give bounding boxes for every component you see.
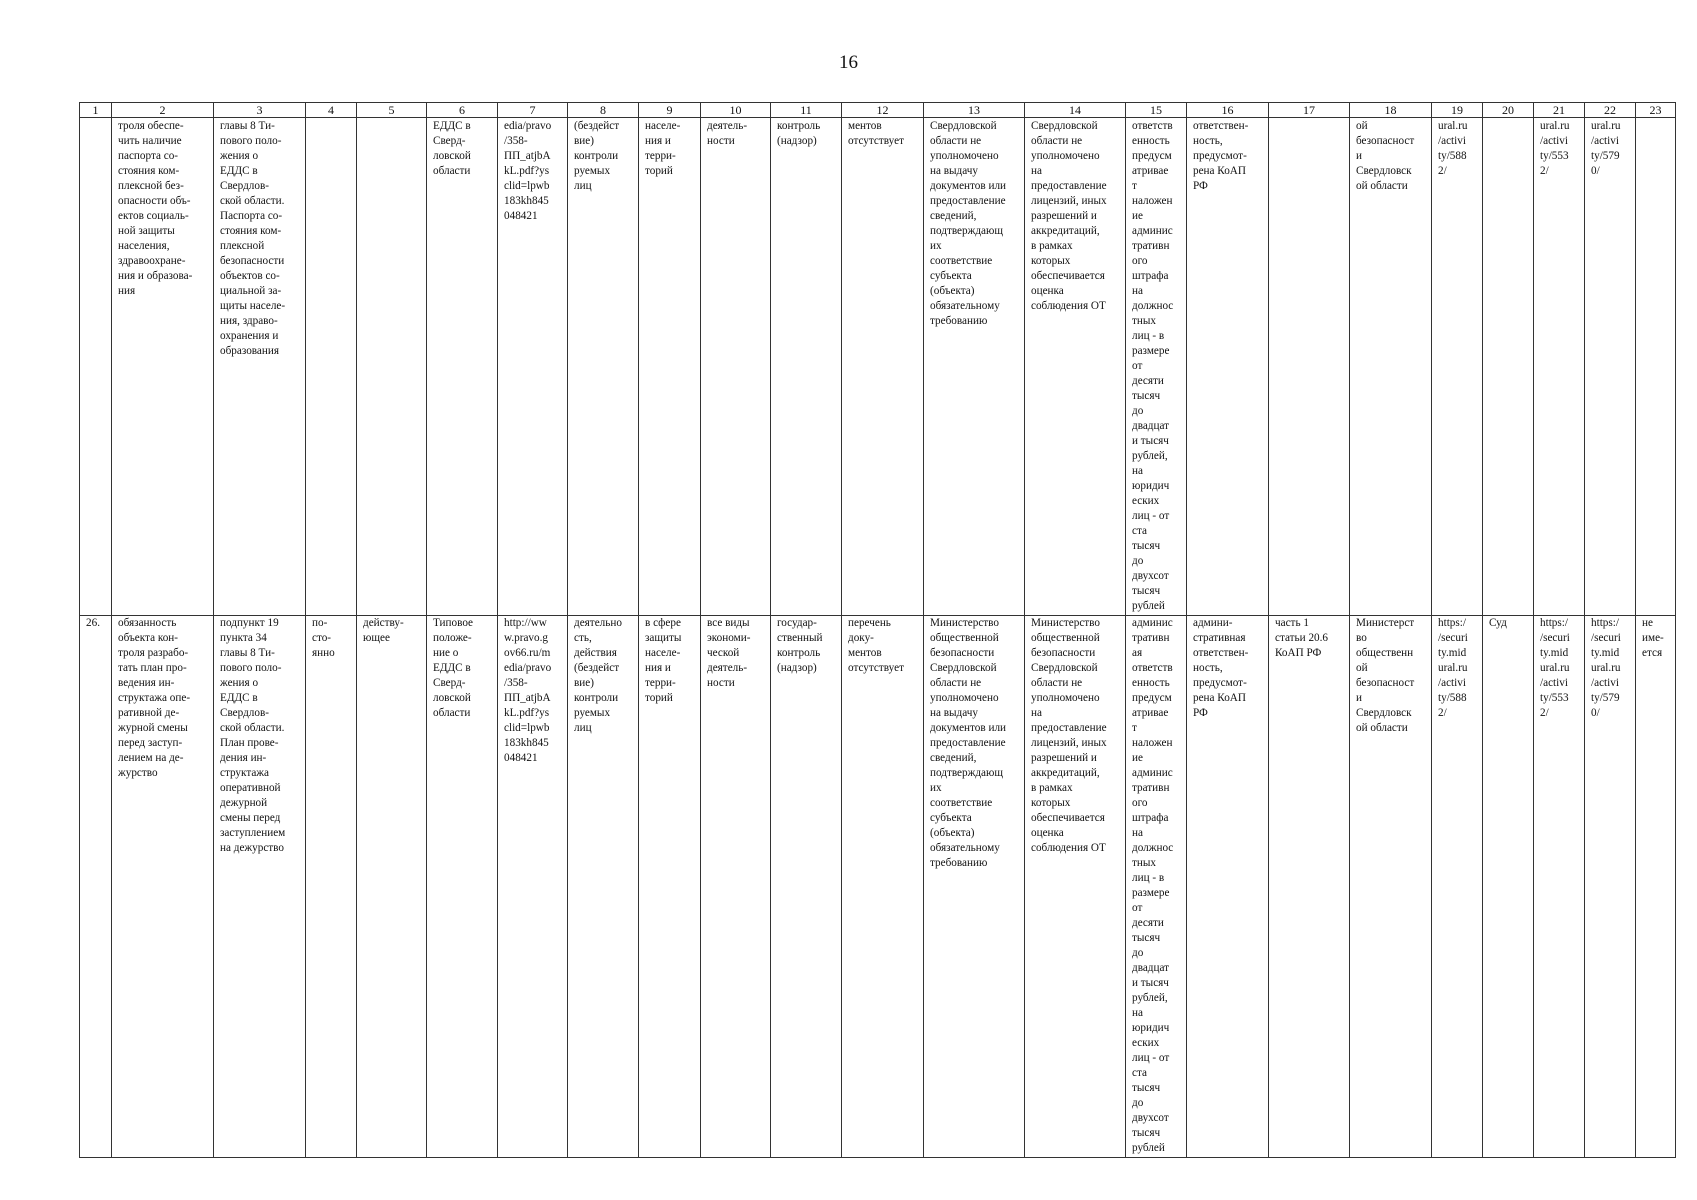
column-number: 3 (214, 103, 306, 118)
table-cell: ural.ru /activi ty/579 0/ (1585, 118, 1636, 616)
page-number: 16 (839, 52, 858, 73)
table-cell: ой безопасност и Свердловск ой области (1350, 118, 1432, 616)
column-number: 16 (1187, 103, 1269, 118)
column-number: 8 (568, 103, 639, 118)
table-cell: ответствен- ность, предусмот- рена КоАП РФ (1187, 118, 1269, 616)
table-cell: админи- стративная ответствен- ность, предусмот- рена КоАП РФ (1187, 616, 1269, 1158)
table-cell: подпункт 19 пункта 34 главы 8 Ти- пового поло- жения о ЕДДС в Свердлов- ской области. План прове- дения ин- структажа оперативной дежурной смены перед заступлением на дежурство (214, 616, 306, 1158)
table-cell: Свердловской области не уполномочено на предоставление лицензий, иных разрешений и аккредитаций, в рамках которых обеспечивается оценка соблюдения ОТ (1025, 118, 1126, 616)
table-cell: контроль (надзор) (771, 118, 842, 616)
column-number: 14 (1025, 103, 1126, 118)
column-number-row (80, 103, 1676, 118)
table-cell: http://ww w.pravo.g ov66.ru/m edia/pravo /358- ПП_atjbA kL.pdf?ys clid=lpwb 183kh845 048421 (498, 616, 568, 1158)
column-number: 23 (1636, 103, 1676, 118)
table-cell: по- сто- янно (306, 616, 357, 1158)
table-cell (357, 118, 427, 616)
column-number: 11 (771, 103, 842, 118)
table-cell (1636, 118, 1676, 616)
table-cell: деятельно сть, действия (бездейст вие) контроли руемых лиц (568, 616, 639, 1158)
column-number: 21 (1534, 103, 1585, 118)
column-number: 5 (357, 103, 427, 118)
table-cell: часть 1 статьи 20.6 КоАП РФ (1269, 616, 1350, 1158)
table-cell: ural.ru /activi ty/553 2/ (1534, 118, 1585, 616)
column-number: 18 (1350, 103, 1432, 118)
table-cell: Суд (1483, 616, 1534, 1158)
table-cell (1483, 118, 1534, 616)
table-cell: государ- ственный контроль (надзор) (771, 616, 842, 1158)
table-cell: https:/ /securi ty.mid ural.ru /activi ty/579 0/ (1585, 616, 1636, 1158)
table-cell (1269, 118, 1350, 616)
table-cell: edia/pravo /358- ПП_atjbA kL.pdf?ys clid=lpwb 183kh845 048421 (498, 118, 568, 616)
regulatory-table (79, 102, 1676, 1158)
column-number: 6 (427, 103, 498, 118)
column-number: 1 (80, 103, 112, 118)
table-cell: перечень доку- ментов отсутствует (842, 616, 924, 1158)
table-cell: Министерст во общественн ой безопасност и Свердловск ой области (1350, 616, 1432, 1158)
table-cell: главы 8 Ти- пового поло- жения о ЕДДС в Свердлов- ской области. Паспорта со- стояния ком- плексной безопасности объектов со- циальной за- щиты населе- ния, здраво- охранения и образования (214, 118, 306, 616)
column-number: 20 (1483, 103, 1534, 118)
column-number: 2 (112, 103, 214, 118)
table-cell: Министерство общественной безопасности Свердловской области не уполномочено на выдачу документов или предоставление сведений, подтверждающ их соответствие субъекта (объекта) обязательному требованию (924, 616, 1025, 1158)
table-cell: в сфере защиты населе- ния и терри- торий (639, 616, 701, 1158)
table-cell: Типовое положе- ние о ЕДДС в Сверд- ловской области (427, 616, 498, 1158)
table-cell (306, 118, 357, 616)
table-cell: не име- ется (1636, 616, 1676, 1158)
table-cell: https:/ /securi ty.mid ural.ru /activi ty/553 2/ (1534, 616, 1585, 1158)
table-cell: https:/ /securi ty.mid ural.ru /activi ty/588 2/ (1432, 616, 1483, 1158)
table-cell: ural.ru /activi ty/588 2/ (1432, 118, 1483, 616)
column-number: 15 (1126, 103, 1187, 118)
table-row (80, 616, 1676, 1158)
column-number: 19 (1432, 103, 1483, 118)
column-number: 13 (924, 103, 1025, 118)
table-cell: населе- ния и терри- торий (639, 118, 701, 616)
table-cell: действу- ющее (357, 616, 427, 1158)
column-number: 4 (306, 103, 357, 118)
column-number: 17 (1269, 103, 1350, 118)
table-cell: обязанность объекта кон- троля разрабо- тать план про- ведения ин- структажа опе- ративной де- журной смены перед заступ- лением на де- журство (112, 616, 214, 1158)
table-cell: Свердловской области не уполномочено на выдачу документов или предоставление сведений, подтверждающ их соответствие субъекта (объекта) обязательному требованию (924, 118, 1025, 616)
column-number: 7 (498, 103, 568, 118)
table-cell: админис тративн ая ответств енность предусм атривае т наложен ие админис тративн ого штрафа на должнос тных лиц - в размере от десяти тысяч до двадцат и тысяч рублей, на юридич еских лиц - от ста тысяч до двухсот тысяч рублей (1126, 616, 1187, 1158)
table-cell: ментов отсутствует (842, 118, 924, 616)
table-cell: троля обеспе- чить наличие паспорта со- стояния ком- плексной без- опасности объ- ектов социаль- ной защиты населения, здравоохране- ния и образова- ния (112, 118, 214, 616)
table-cell: деятель- ности (701, 118, 771, 616)
table-row (80, 118, 1676, 616)
table-cell: 26. (80, 616, 112, 1158)
table-cell: ответств енность предусм атривае т наложен ие админис тративн ого штрафа на должнос тных лиц - в размере от десяти тысяч до двадцат и тысяч рублей, на юридич еских лиц - от ста тысяч до двухсот тысяч рублей (1126, 118, 1187, 616)
table-cell: (бездейст вие) контроли руемых лиц (568, 118, 639, 616)
table-cell (80, 118, 112, 616)
column-number: 22 (1585, 103, 1636, 118)
column-number: 9 (639, 103, 701, 118)
table-cell: Министерство общественной безопасности Свердловской области не уполномочено на предоставление лицензий, иных разрешений и аккредитаций, в рамках которых обеспечивается оценка соблюдения ОТ (1025, 616, 1126, 1158)
table-cell: все виды экономи- ческой деятель- ности (701, 616, 771, 1158)
table-cell: ЕДДС в Сверд- ловской области (427, 118, 498, 616)
column-number: 12 (842, 103, 924, 118)
column-number: 10 (701, 103, 771, 118)
